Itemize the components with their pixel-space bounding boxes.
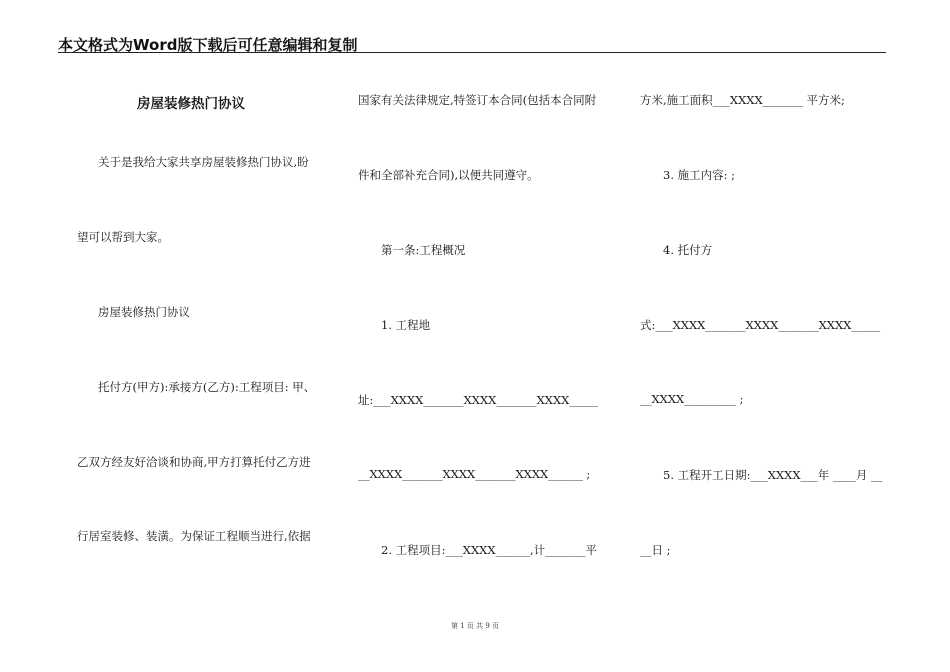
paragraph-line: 托付方(甲方):承接方(乙方):工程项目: 甲、: [98, 380, 316, 394]
paragraph-line: 乙双方经友好洽谈和协商,甲方打算托付乙方进: [77, 455, 311, 469]
paragraph-line: __XXXX_______XXXX_______XXXX______ ;: [358, 467, 591, 481]
header-rule: [58, 52, 886, 53]
document-header: 本文格式为Word版下载后可任意编辑和复制: [58, 36, 358, 54]
paragraph-line: 2. 工程项目:___XXXX______,计_______平: [381, 543, 597, 557]
paragraph-line: 4. 托付方: [663, 243, 713, 257]
paragraph-line: 1. 工程地: [381, 318, 431, 332]
document-title: 房屋装修热门协议: [137, 96, 245, 112]
paragraph-line: __XXXX_________ ;: [640, 392, 744, 406]
paragraph-line: 式:___XXXX_______XXXX_______XXXX_____: [640, 318, 881, 332]
paragraph-line: 3. 施工内容: ;: [663, 168, 736, 182]
paragraph-line: 望可以帮到大家。: [77, 230, 169, 244]
paragraph-line: 国家有关法律规定,特签订本合同(包括本合同附: [358, 93, 597, 107]
paragraph-line: 5. 工程开工日期:___XXXX___年 ____月 __: [663, 468, 883, 482]
paragraph-line: 行居室装修、装潢。为保证工程顺当进行,依据: [77, 529, 311, 543]
paragraph-line: 关于是我给大家共享房屋装修热门协议,盼: [98, 155, 309, 169]
paragraph-line: 址:___XXXX_______XXXX_______XXXX_____: [358, 393, 599, 407]
section-heading: 第一条:工程概况: [381, 243, 466, 257]
paragraph-line: 方米,施工面积___XXXX_______ 平方米;: [640, 93, 845, 107]
page-footer: 第 1 页 共 9 页: [450, 622, 500, 630]
paragraph-line: 件和全部补充合同),以便共同遵守。: [358, 168, 539, 182]
paragraph-line: __日 ;: [640, 543, 671, 557]
section-heading: 房屋装修热门协议: [98, 305, 190, 319]
